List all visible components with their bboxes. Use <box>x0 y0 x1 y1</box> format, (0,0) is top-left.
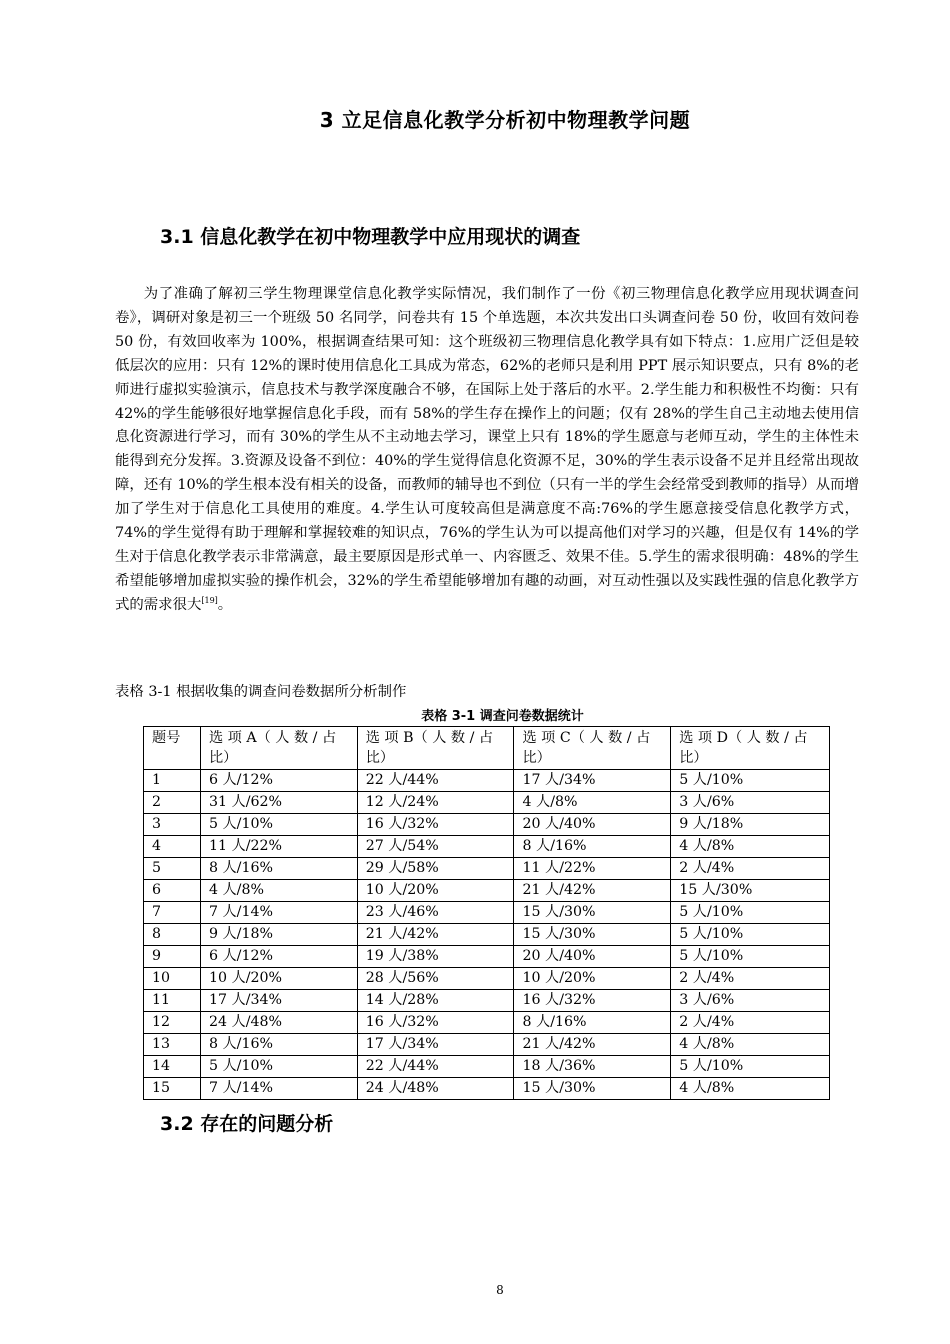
cell-option-c: 8 人/16% <box>514 1012 671 1034</box>
cell-option-a: 31 人/62% <box>200 792 357 814</box>
cell-option-c: 20 人/40% <box>514 946 671 968</box>
table-row <box>144 968 830 990</box>
cell-option-d: 15 人/30% <box>671 880 830 902</box>
cell-option-a: 17 人/34% <box>200 990 357 1012</box>
table-row <box>144 924 830 946</box>
cell-option-d: 3 人/6% <box>671 990 830 1012</box>
table-row <box>144 1034 830 1056</box>
cell-option-d: 5 人/10% <box>671 902 830 924</box>
cell-option-d: 5 人/10% <box>671 770 830 792</box>
cell-option-a: 8 人/16% <box>200 858 357 880</box>
cell-option-b: 21 人/42% <box>357 924 514 946</box>
cell-option-a: 24 人/48% <box>200 1012 357 1034</box>
section-title-3-1: 3.1 信息化教学在初中物理教学中应用现状的调查 <box>160 226 581 248</box>
cell-option-b: 27 人/54% <box>357 836 514 858</box>
cell-option-a: 8 人/16% <box>200 1034 357 1056</box>
cell-question-number: 5 <box>144 858 201 880</box>
table-body <box>144 770 830 1100</box>
cell-option-b: 19 人/38% <box>357 946 514 968</box>
cell-option-c: 21 人/42% <box>514 1034 671 1056</box>
cell-option-a: 5 人/10% <box>200 1056 357 1078</box>
cell-option-a: 4 人/8% <box>200 880 357 902</box>
cell-option-a: 9 人/18% <box>200 924 357 946</box>
cell-option-c: 4 人/8% <box>514 792 671 814</box>
cell-option-b: 14 人/28% <box>357 990 514 1012</box>
cell-question-number: 3 <box>144 814 201 836</box>
paragraph-text: 为了准确了解初三学生物理课堂信息化教学实际情况，我们制作了一份《初三物理信息化教学应用现状调查问卷》，调研对象是初三一个班级 50 名同学，问卷共有 15 个单选题，本次共发出口头调查问卷 50 份，收回有效问卷 50 份，有效回收率为 100%，根据调查结果可知：这个班级初三物理信息化教学具有如下特点：1.应用广泛但是较低层次的应用：只有 12%的课时使用信息化工具成为常态，62%的老师只是利用 PPT 展示知识要点，只有 8%的老师进行虚拟实验演示，信息技术与教学深度融合不够，在国际上处于落后的水平。2.学生能力和积极性不均衡：只有 42%的学生能够很好地掌握信息化手段，而有 58%的学生存在操作上的问题；仅有 28%的学生自己主动地去使用信息化资源进行学习，而有 30%的学生从不主动地去学习，课堂上只有 18%的学生愿意与老师互动，学生的主体性未能得到充分发挥。3.资源及设备不到位：40%的学生觉得信息化资源不足，30%的学生表示设备不足并且经常出现故障，还有 10%的学生根本没有相关的设备，而教师的辅导也不到位（只有一半的学生会经常受到教师的指导）从而增加了学生对于信息化工具使用的难度。4.学生认可度较高但是满意度不高:76%的学生愿意接受信息化教学方式，74%的学生觉得有助于理解和掌握较难的知识点，76%的学生认为可以提高他们对学习的兴趣，但是仅有 14%的学生对于信息化教学表示非常满意，最主要原因是形式单一、内容匮乏、效果不佳。5.学生的需求很明确：48%的学生希望能够增加虚拟实验的操作机会，32%的学生希望能够增加有趣的动画，对互动性强以及实践性强的信息化教学方式的需求很大 <box>115 286 859 613</box>
cell-option-d: 2 人/4% <box>671 858 830 880</box>
cell-question-number: 2 <box>144 792 201 814</box>
cell-option-c: 17 人/34% <box>514 770 671 792</box>
cell-option-c: 15 人/30% <box>514 902 671 924</box>
cell-question-number: 8 <box>144 924 201 946</box>
cell-option-b: 16 人/32% <box>357 1012 514 1034</box>
cell-question-number: 11 <box>144 990 201 1012</box>
cell-option-d: 5 人/10% <box>671 1056 830 1078</box>
cell-option-d: 4 人/8% <box>671 1078 830 1100</box>
cell-option-a: 6 人/12% <box>200 770 357 792</box>
cell-question-number: 6 <box>144 880 201 902</box>
cell-option-c: 10 人/20% <box>514 968 671 990</box>
cell-question-number: 9 <box>144 946 201 968</box>
cell-question-number: 14 <box>144 1056 201 1078</box>
cell-option-b: 24 人/48% <box>357 1078 514 1100</box>
cell-option-c: 20 人/40% <box>514 814 671 836</box>
table-caption: 表格 3-1 调查问卷数据统计 <box>421 709 584 724</box>
cell-option-a: 6 人/12% <box>200 946 357 968</box>
cell-option-d: 9 人/18% <box>671 814 830 836</box>
cell-option-b: 16 人/32% <box>357 814 514 836</box>
cell-option-c: 11 人/22% <box>514 858 671 880</box>
cell-option-d: 3 人/6% <box>671 792 830 814</box>
table-row <box>144 836 830 858</box>
cell-option-a: 10 人/20% <box>200 968 357 990</box>
header-option-d: 选 项 D（ 人 数 / 占比） <box>671 727 830 770</box>
table-row <box>144 1078 830 1100</box>
cell-option-b: 29 人/58% <box>357 858 514 880</box>
table-row <box>144 946 830 968</box>
cell-option-b: 28 人/56% <box>357 968 514 990</box>
section-title-3-2: 3.2 存在的问题分析 <box>160 1113 334 1135</box>
citation-reference: [19] <box>201 595 218 605</box>
header-option-c: 选 项 C（ 人 数 / 占比） <box>514 727 671 770</box>
table-row <box>144 858 830 880</box>
cell-option-d: 2 人/4% <box>671 1012 830 1034</box>
cell-question-number: 1 <box>144 770 201 792</box>
table-row <box>144 792 830 814</box>
table-row <box>144 990 830 1012</box>
cell-option-b: 23 人/46% <box>357 902 514 924</box>
chapter-title: 3 立足信息化教学分析初中物理教学问题 <box>319 108 691 132</box>
table-row <box>144 814 830 836</box>
cell-option-c: 16 人/32% <box>514 990 671 1012</box>
cell-option-d: 2 人/4% <box>671 968 830 990</box>
cell-option-b: 10 人/20% <box>357 880 514 902</box>
cell-option-d: 5 人/10% <box>671 924 830 946</box>
cell-question-number: 7 <box>144 902 201 924</box>
survey-data-table <box>143 726 830 1100</box>
cell-option-a: 11 人/22% <box>200 836 357 858</box>
cell-option-b: 22 人/44% <box>357 1056 514 1078</box>
header-option-b: 选 项 B（ 人 数 / 占比） <box>357 727 514 770</box>
body-paragraph <box>115 283 859 618</box>
cell-question-number: 12 <box>144 1012 201 1034</box>
cell-question-number: 15 <box>144 1078 201 1100</box>
cell-option-c: 15 人/30% <box>514 924 671 946</box>
header-question-number: 题号 <box>144 727 201 770</box>
cell-option-d: 5 人/10% <box>671 946 830 968</box>
cell-question-number: 10 <box>144 968 201 990</box>
cell-option-b: 17 人/34% <box>357 1034 514 1056</box>
table-row <box>144 880 830 902</box>
cell-option-a: 5 人/10% <box>200 814 357 836</box>
table-row <box>144 1012 830 1034</box>
cell-option-a: 7 人/14% <box>200 902 357 924</box>
cell-option-a: 7 人/14% <box>200 1078 357 1100</box>
cell-option-d: 4 人/8% <box>671 836 830 858</box>
cell-option-c: 15 人/30% <box>514 1078 671 1100</box>
table-row <box>144 770 830 792</box>
header-option-a: 选 项 A（ 人 数 / 占比） <box>200 727 357 770</box>
cell-question-number: 4 <box>144 836 201 858</box>
table-row <box>144 902 830 924</box>
page-number: 8 <box>496 1283 504 1297</box>
cell-option-d: 4 人/8% <box>671 1034 830 1056</box>
cell-option-c: 8 人/16% <box>514 836 671 858</box>
table-intro-text: 表格 3-1 根据收集的调查问卷数据所分析制作 <box>115 684 407 700</box>
cell-option-c: 18 人/36% <box>514 1056 671 1078</box>
paragraph-end: 。 <box>217 596 233 613</box>
cell-option-b: 12 人/24% <box>357 792 514 814</box>
cell-option-b: 22 人/44% <box>357 770 514 792</box>
table-header-row <box>144 727 830 770</box>
table-row <box>144 1056 830 1078</box>
cell-question-number: 13 <box>144 1034 201 1056</box>
cell-option-c: 21 人/42% <box>514 880 671 902</box>
